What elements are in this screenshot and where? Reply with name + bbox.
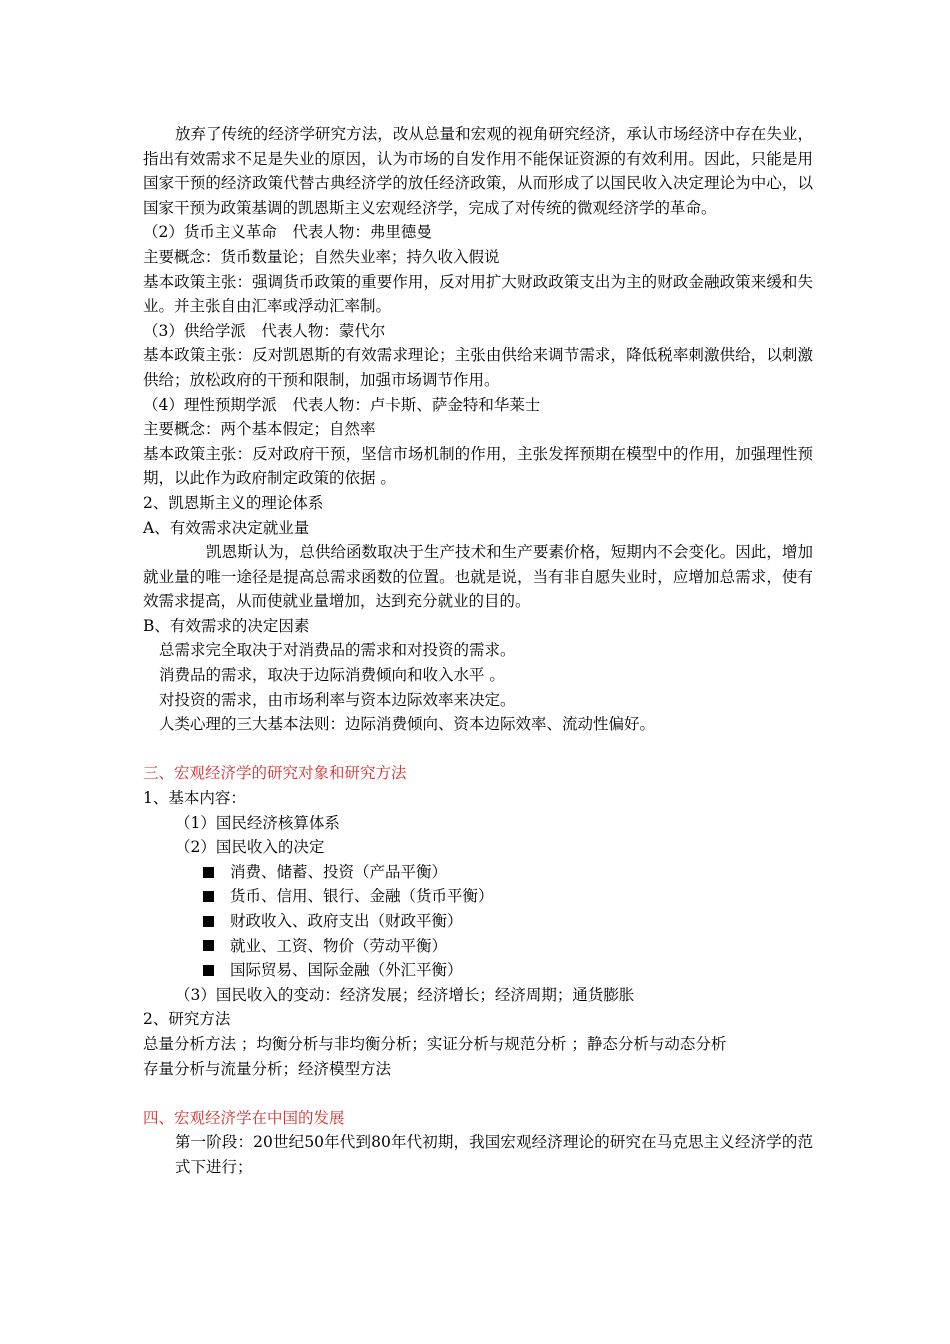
square-bullet-icon [203,965,214,976]
methods-title: 2、研究方法 [143,1010,231,1029]
content-item-3: （3）国民收入的变动：经济发展；经济增长；经济周期；通货膨胀 [175,985,635,1004]
bullet-item [143,909,813,934]
effective-demand-text: 凯恩斯认为，总供给函数取决于生产技术和生产要素价格，短期内不会变化。因此，增加就业量的唯一途径是提高总需求函数的位置。也就是说，当有非自愿失业时，应增加总需求，使有效需求提高，从而使就业量增加，达到充分就业的目的。 [143,543,813,611]
square-bullet-icon [203,916,214,927]
rational-expectations-policy: 基本政策主张：反对政府干预，坚信市场机制的作用，主张发挥预期在模型中的作用，加强理性预期，以此作为政府制定政策的依据 。 [143,444,813,488]
document-page [143,122,813,1180]
basic-content-title: 1、基本内容： [143,789,246,808]
methods-line-1: 总量分析方法 ；均衡分析与非均衡分析；实证分析与规范分析 ；静态分析与动态分析 [143,1034,727,1053]
square-bullet-icon [203,867,214,878]
bullet-item [143,958,813,983]
methods-line-2: 存量分析与流量分析；经济模型方法 [143,1059,392,1078]
bullet-text: 国际贸易、国际金融（外汇平衡） [230,961,463,980]
bullet-text: 消费、储蓄、投资（产品平衡） [230,862,448,881]
demand-factor-line: 人类心理的三大基本法则：边际消费倾向、资本边际效率、流动性偏好。 [159,715,656,734]
demand-factor-line: 对投资的需求，由市场利率与资本边际效率来决定。 [159,690,516,709]
keynes-system-heading: 2、凯恩斯主义的理论体系 [143,493,324,512]
supply-side-policy: 基本政策主张：反对凯恩斯的有效需求理论；主张由供给来调节需求，降低税率刺激供给，以刺激供给；放松政府的干预和限制，加强市场调节作用。 [143,346,813,389]
bullet-item [143,884,813,909]
section4-heading: 四、宏观经济学在中国的发展 [143,1108,345,1127]
spacer [143,1081,813,1106]
bullet-text: 货币、信用、银行、金融（货币平衡） [230,887,494,906]
content-item-2: （2）国民收入的决定 [175,838,325,857]
spacer [143,737,813,762]
bullet-item [143,860,813,885]
stage1-text: 第一阶段：20世纪50年代到80年代初期，我国宏观经济理论的研究在马克思主义经济学的范式下进行； [175,1133,813,1176]
monetarism-policy: 基本政策主张：强调货币政策的重要作用，反对用扩大财政政策支出为主的财政金融政策来缓和失业。并主张自由汇率或浮动汇率制。 [143,272,813,316]
bullet-item [143,934,813,959]
effective-demand-title: A、有效需求决定就业量 [143,518,310,537]
square-bullet-icon [203,891,214,902]
square-bullet-icon [203,940,214,951]
monetarism-concepts: 主要概念：货币数量论；自然失业率；持久收入假说 [143,247,500,266]
supply-side-title: （3）供给学派 代表人物：蒙代尔 [143,321,386,340]
content-item-1: （1）国民经济核算体系 [175,813,340,832]
demand-factors-title: B、有效需求的决定因素 [143,616,310,635]
rational-expectations-title: （4）理性预期学派 代表人物：卢卡斯、萨金特和华莱士 [143,395,541,414]
demand-factor-line: 总需求完全取决于对消费品的需求和对投资的需求。 [159,641,516,660]
section3-heading: 三、宏观经济学的研究对象和研究方法 [143,764,407,783]
demand-factor-line: 消费品的需求，取决于边际消费倾向和收入水平 。 [159,666,505,685]
monetarism-title: （2）货币主义革命 代表人物：弗里德曼 [143,223,432,242]
bullet-text: 财政收入、政府支出（财政平衡） [230,912,463,930]
keynes-revolution-paragraph: 放弃了传统的经济学研究方法，改从总量和宏观的视角研究经济，承认市场经济中存在失业，指出有效需求不足是失业的原因，认为市场的自发作用不能保证资源的有效利用。因此，只能是用国家干预的经济政策代替古典经济学的放任经济政策，从而形成了以国民收入决定理论为中心，以国家干预为政策基调的凯恩斯主义宏观经济学，完成了对传统的微观经济学的革命。 [143,125,813,217]
rational-expectations-concepts: 主要概念：两个基本假定；自然率 [143,420,376,439]
bullet-text: 就业、工资、物价（劳动平衡） [230,936,448,955]
